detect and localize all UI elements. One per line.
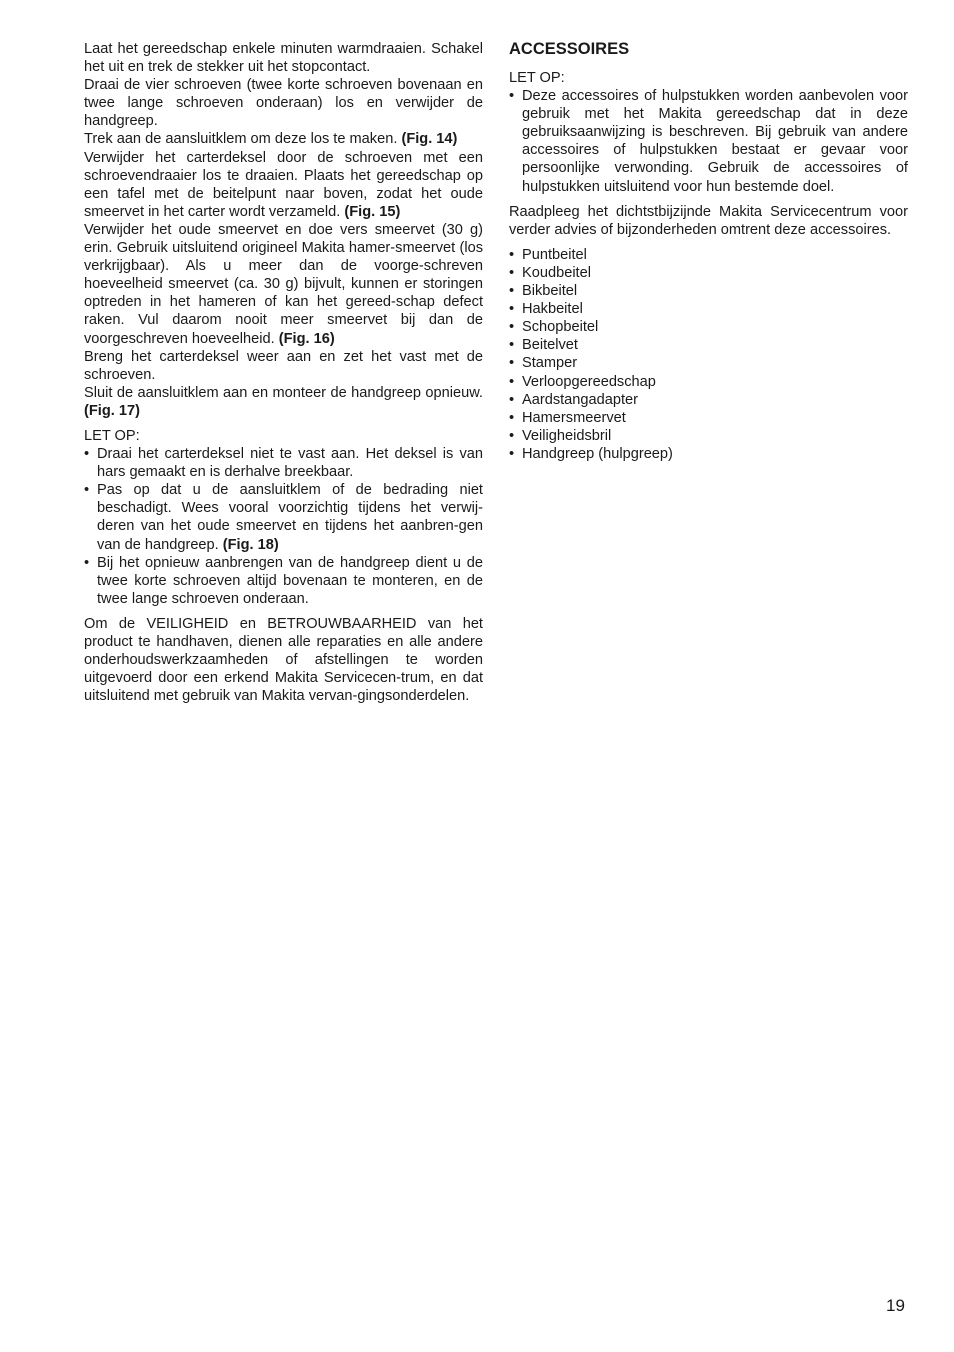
fig-ref-17: (Fig. 17) xyxy=(84,402,140,419)
left-column xyxy=(84,40,483,705)
paragraph-reconnect-text: Sluit de aansluitklem aan en monteer de handgreep opnieuw. xyxy=(84,384,483,401)
note-item: • Bij het opnieuw aanbrengen van de handgreep dient u de twee korte schroeven altijd bovenaan te monteren, en de twee lange schroeven onderaan. xyxy=(84,554,483,608)
note-list xyxy=(84,445,483,608)
fig-ref-18: (Fig. 18) xyxy=(222,536,279,553)
accessory-item: • Hakbeitel xyxy=(509,300,908,318)
note-label: LET OP: xyxy=(84,427,140,444)
accessory-item: • Veiligheidsbril xyxy=(509,427,908,445)
accessory-item: • Bikbeitel xyxy=(509,282,908,300)
fig-ref-16: (Fig. 16) xyxy=(278,330,335,347)
note-item: • Draai het carterdeksel niet te vast aan. Het deksel is van hars gemaakt en is derhalve breekbaar. xyxy=(84,445,483,481)
note-item-text: Pas op dat u de aansluitklem of de bedrading niet beschadigt. Wees vooral voorzichtig tijdens het verwij-deren van het oude smeervet en tijdens het aanbren-gen van de handgreep. xyxy=(97,482,483,553)
note-item xyxy=(84,481,483,553)
paragraph-grease-text: Verwijder het oude smeervet en doe vers smeervet (30 g) erin. Gebruik uitsluitend origineel Makita hamer-smeervet (los verkrijgbaar). Als u meer dan de voorge-schreven hoeveelheid smeervet (ca. 30 g) bijvult, kunnen er storingen optreden in het hameren of kan het gereed-schap defect raken. Vul daarom nooit meer smeervet bij dan de voorgeschreven hoeveelheid. xyxy=(84,221,483,347)
note-label: LET OP: xyxy=(509,70,565,86)
paragraph-safety: Om de VEILIGHEID en BETROUWBAARHEID van het product te handhaven, dienen alle reparaties en alle andere onderhoudswerkzaamheden of afstellingen te worden uitgevoerd door een erkend Makita Servicecen-trum, en dat uitsluitend met gebruik van Makita vervan-gingsonderdelen. xyxy=(84,615,483,705)
paragraph-terminal-text: Trek aan de aansluitklem om deze los te maken. xyxy=(84,131,398,148)
accessory-item: • Koudbeitel xyxy=(509,264,908,282)
fig-ref-15: (Fig. 15) xyxy=(344,203,401,220)
accessory-item: • Hamersmeervet xyxy=(509,409,908,427)
paragraph-cover-text: Verwijder het carterdeksel door de schroeven met een schroevendraaier los te draaien. Plaats het gereedschap op een tafel met de beitelpunt naar boven, zodat het oude smeervet in het carter wordt verzameld. xyxy=(84,149,483,220)
accessory-item: • Handgreep (hulpgreep) xyxy=(509,445,908,463)
note-list xyxy=(509,87,908,196)
paragraph-terminal xyxy=(84,130,483,148)
accessory-item: • Stamper xyxy=(509,354,908,372)
accessory-item: • Beitelvet xyxy=(509,336,908,354)
accessory-item: • Puntbeitel xyxy=(509,246,908,264)
paragraph-grease xyxy=(84,221,483,348)
paragraph-cover xyxy=(84,149,483,221)
paragraph-reattach-cover: Breng het carterdeksel weer aan en zet het vast met de schroeven. xyxy=(84,348,483,383)
page-number: 19 xyxy=(886,1296,905,1315)
right-column xyxy=(509,40,908,463)
accessory-item: • Aardstangadapter xyxy=(509,391,908,409)
paragraph-reconnect xyxy=(84,384,483,420)
fig-ref-14: (Fig. 14) xyxy=(401,131,458,148)
accessory-item: • Schopbeitel xyxy=(509,318,908,336)
note-item: • Deze accessoires of hulpstukken worden aanbevolen voor gebruik met het Makita gereedschap dat in deze gebruiksaanwijzing is beschreven. Bij gebruik van andere accessoires of hulpstukken bestaat er gevaar voor persoonlijke verwonding. Gebruik de accessoires of hulpstukken uitsluitend voor hun bestemde doel. xyxy=(509,87,908,196)
paragraph-warmup: Laat het gereedschap enkele minuten warmdraaien. Schakel het uit en trek de stekker uit het stopcontact. xyxy=(84,41,483,76)
section-heading: ACCESSOIRES xyxy=(509,40,630,58)
accessory-list xyxy=(509,246,908,463)
paragraph-service-advice: Raadpleeg het dichtstbijzijnde Makita Servicecentrum voor verder advies of bijzonderheden omtrent deze accessoires. xyxy=(509,203,908,238)
paragraph-remove-handle: Draai de vier schroeven (twee korte schroeven bovenaan en twee lange schroeven onderaan) los en verwijder de handgreep. xyxy=(84,77,483,130)
accessory-item: • Verloopgereedschap xyxy=(509,373,908,391)
